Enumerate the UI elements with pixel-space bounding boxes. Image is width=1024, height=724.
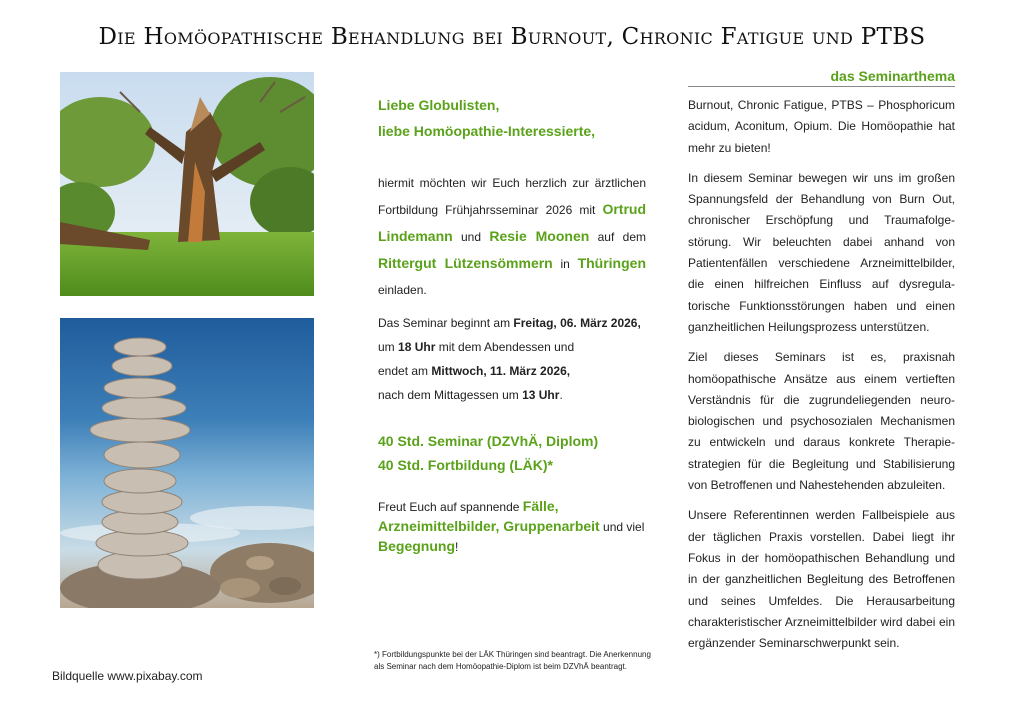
greeting-line-1: Liebe Globulisten,	[378, 97, 500, 113]
topic-paragraph-3: Ziel dieses Seminars ist es, praxisnah homöopathische Ansätze aus einem vertieften Verständnis für die zugrundeliegenden neuro-biologischen und psychosozialen Mechanismen zu entwickeln und daraus konkrete Therapie-strategien für die Begleitung und Stabilisierung von Betroffenen und Nahestehenden abzuleiten.	[688, 350, 955, 493]
end-line	[378, 359, 646, 383]
end-prefix: endet am	[378, 364, 432, 378]
start-date: Freitag, 06. März 2026,	[513, 316, 641, 330]
topic-paragraph-2: In diesem Seminar bewegen wir uns im großen Spannungsfeld der Behandlung von Burn Out, chronischer Erschöpfung und Traumafolge-störung. Wir beleuchten dabei anhand von Patientenfällen verschiedene Arzneimittelbilder, die einen hilfreichen Einfluss auf dysregula-torische Funktionsstörungen haben und einen ganzheitlichen Heilungsprozess unterstützen.	[688, 170, 955, 334]
intro-text: hiermit möchten wir Euch herzlich zur ärztlichen Fortbildung Frühjahrsseminar 2026 mit	[378, 176, 646, 217]
region: Thüringen	[577, 255, 646, 271]
seminar-hours: 40 Std. Seminar (DZVhÄ, Diplom)	[378, 433, 599, 449]
intro-end: einladen.	[378, 283, 427, 297]
closing-highlight: Fälle, Arzneimittelbilder, Gruppenarbeit	[378, 498, 600, 534]
seminar-dates	[378, 311, 646, 407]
intro-in: in	[552, 257, 578, 271]
time-suffix: mit dem Abendessen und	[435, 340, 575, 354]
page-title: Die Homöopathische Behandlung bei Burnout, Chronic Fatigue und PTBS	[98, 24, 926, 50]
closing-middle: und viel	[599, 520, 645, 534]
end-time: 13 Uhr	[522, 388, 560, 402]
start-prefix: Das Seminar beginnt am	[378, 316, 514, 330]
closing-highlight-2: Begegnung	[378, 538, 455, 554]
time-line	[378, 335, 646, 359]
closing-suffix: !	[455, 540, 459, 554]
stone-cairn-photo	[60, 318, 314, 608]
seminar-topic-column	[688, 68, 955, 654]
venue: Rittergut Lützensömmern	[378, 255, 553, 271]
start-time: 18 Uhr	[398, 340, 436, 354]
broken-tree-photo	[60, 72, 314, 296]
speaker-1: Ortrud Lindemann	[378, 201, 646, 244]
start-line	[378, 311, 646, 335]
intro-and: und	[452, 230, 490, 244]
credit-hours	[378, 429, 646, 477]
after-prefix: nach dem Mittagessen um	[378, 388, 523, 402]
training-hours: 40 Std. Fortbildung (LÄK)*	[378, 457, 553, 473]
topic-paragraph-4: Unsere Referentinnen werden Fallbeispiele aus der täglichen Praxis vorstellen. Dabei liegt ihr Fokus in der homöopathischen Behandlung und in der ganzheitlichen Begleitung des Betroffenen und seines Umfeldes. Die Herausarbeitung charakteristischer Arzneimittelbilder wird dabei ein ergänzender Seminarschwerpunkt sein.	[688, 508, 955, 651]
time-prefix: um	[378, 340, 399, 354]
greeting	[378, 92, 646, 144]
image-credit: Bildquelle www.pixabay.com	[52, 669, 203, 683]
after-line	[378, 383, 646, 407]
footnote: *) Fortbildungspunkte bei der LÄK Thüringen sind beantragt. Die Anerkennung als Seminar nach dem Homöopathie-Diplom ist beim DZVhÄ beantragt.	[374, 650, 651, 671]
speaker-2: Resie Moonen	[489, 228, 590, 244]
closing-text	[378, 497, 646, 557]
topic-paragraph-1: Burnout, Chronic Fatigue, PTBS – Phosphoricum acidum, Aconitum, Opium. Die Homöopathie hat mehr zu bieten!	[688, 98, 955, 155]
topic-header: das Seminarthema	[688, 68, 955, 87]
invitation-column	[378, 92, 646, 557]
greeting-line-2: liebe Homöopathie-Interessierte,	[378, 123, 596, 139]
closing-prefix: Freut Euch auf spannende	[378, 500, 523, 514]
intro-at: auf dem	[589, 230, 646, 244]
end-date: Mittwoch, 11. März 2026,	[431, 364, 571, 378]
invitation-text	[378, 170, 646, 303]
after-suffix: .	[559, 388, 563, 402]
